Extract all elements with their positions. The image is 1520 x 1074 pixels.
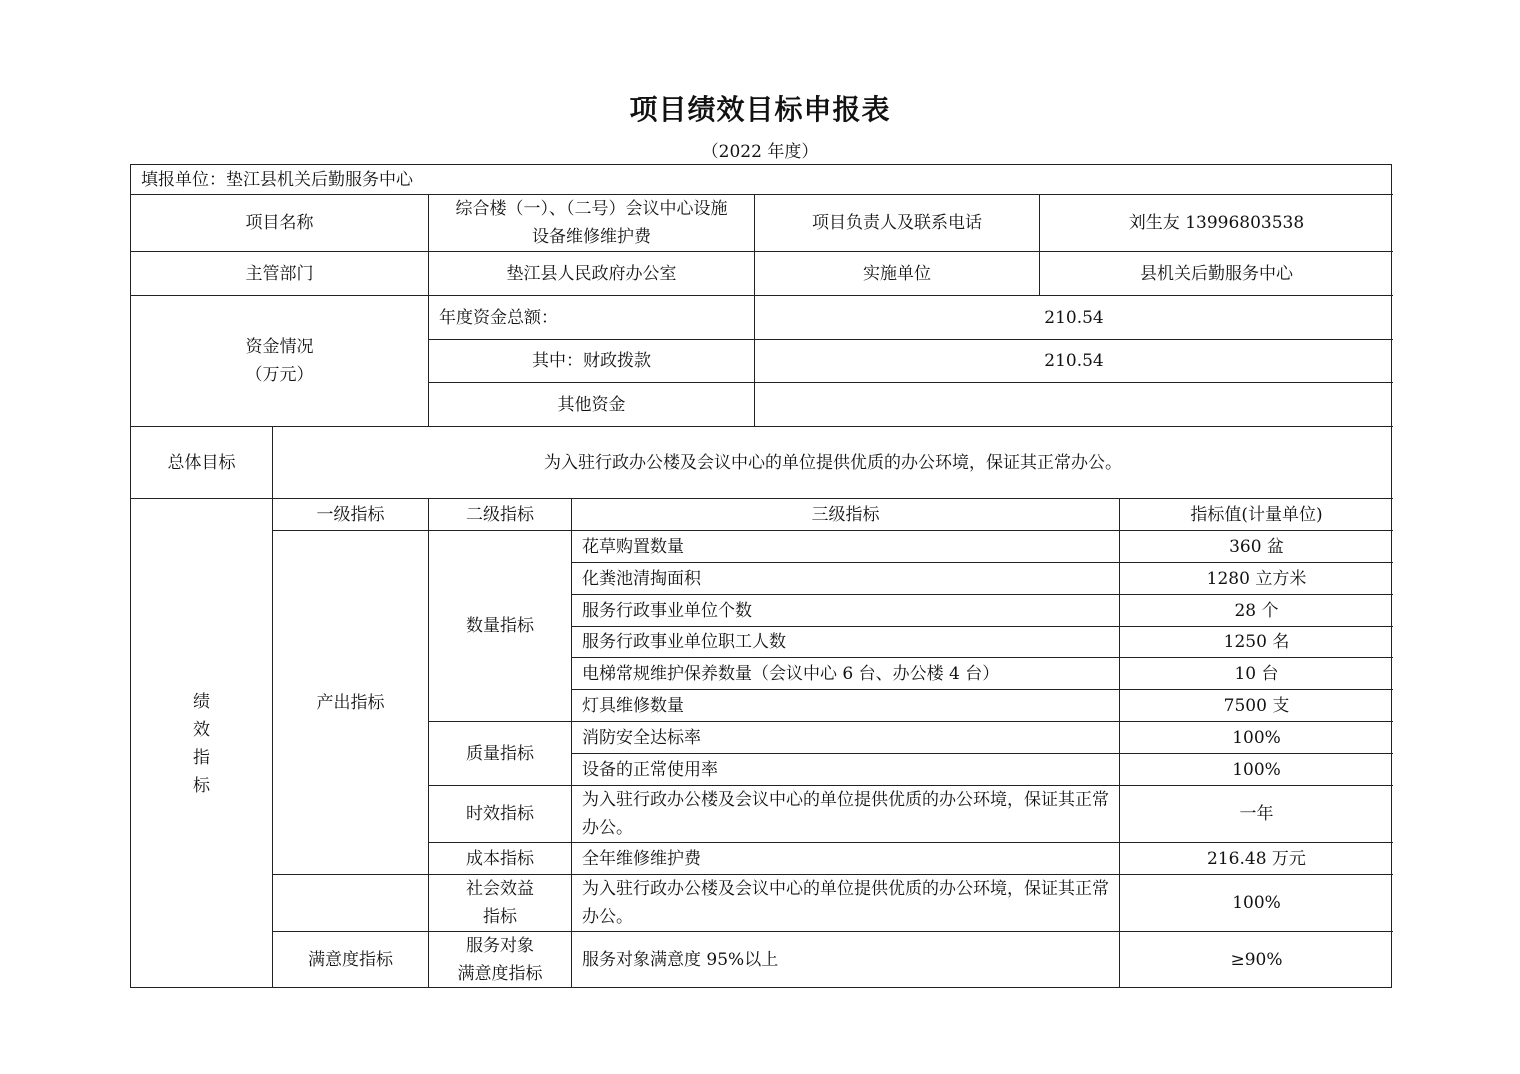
funding-label-line2: （万元）	[245, 365, 314, 385]
funding-label	[131, 296, 429, 427]
indicator-name: 设备的正常使用率	[572, 754, 1120, 786]
goal-label: 总体目标	[131, 427, 273, 499]
service-label-line1: 服务对象	[466, 936, 534, 956]
level2-cost: 成本指标	[429, 843, 572, 875]
header-level1: 一级指标	[273, 499, 429, 531]
indicator-value: 360 盆	[1120, 531, 1393, 563]
indicator-name: 为入驻行政办公楼及会议中心的单位提供优质的办公环境，保证其正常办公。	[572, 786, 1120, 843]
impl-label: 实施单位	[755, 252, 1040, 296]
indicator-name: 电梯常规维护保养数量（会议中心 6 台、办公楼 4 台）	[572, 658, 1120, 690]
section-char: 绩	[193, 691, 210, 712]
indicator-value: 一年	[1120, 786, 1393, 843]
indicator-value: 100%	[1120, 875, 1393, 932]
funding-total-label: 年度资金总额：	[429, 296, 755, 340]
indicator-name: 服务对象满意度 95%以上	[572, 932, 1120, 988]
year-subtitle: （2022 年度）	[701, 142, 819, 162]
service-label-line2: 满意度指标	[457, 964, 543, 984]
funding-other-label: 其他资金	[429, 383, 755, 427]
header-level2: 二级指标	[429, 499, 572, 531]
goal-text: 为入驻行政办公楼及会议中心的单位提供优质的办公环境，保证其正常办公。	[273, 427, 1393, 499]
level1-satisfaction: 满意度指标	[273, 932, 429, 988]
project-name-value: 综合楼（一）、（二号）会议中心设施设备维修维护费	[429, 195, 755, 252]
performance-table	[130, 164, 1392, 988]
dept-label: 主管部门	[131, 252, 429, 296]
indicator-name: 花草购置数量	[572, 531, 1120, 563]
project-owner-label: 项目负责人及联系电话	[755, 195, 1040, 252]
project-name-label: 项目名称	[131, 195, 429, 252]
indicator-value: 216.48 万元	[1120, 843, 1393, 875]
level2-quality: 质量指标	[429, 722, 572, 786]
indicator-name: 服务行政事业单位职工人数	[572, 627, 1120, 658]
header-level3: 三级指标	[572, 499, 1120, 531]
indicator-value: 1280 立方米	[1120, 563, 1393, 595]
level1-blank	[273, 875, 429, 932]
project-owner-value: 刘生友 13996803538	[1040, 195, 1393, 252]
social-label-line1: 社会效益	[466, 879, 534, 899]
indicator-name: 化粪池清掏面积	[572, 563, 1120, 595]
level2-timeliness: 时效指标	[429, 786, 572, 843]
indicator-value: 100%	[1120, 754, 1393, 786]
section-char: 标	[193, 775, 210, 796]
indicator-name: 为入驻行政办公楼及会议中心的单位提供优质的办公环境，保证其正常办公。	[572, 875, 1120, 932]
funding-fiscal-label: 其中：财政拨款	[429, 340, 755, 383]
reporting-unit: 填报单位：垫江县机关后勤服务中心	[131, 165, 1393, 195]
funding-total-value: 210.54	[755, 296, 1393, 340]
funding-other-value	[755, 383, 1393, 427]
level2-social	[429, 875, 572, 932]
dept-value: 垫江县人民政府办公室	[429, 252, 755, 296]
level2-service	[429, 932, 572, 988]
indicator-value: 7500 支	[1120, 690, 1393, 722]
level1-output: 产出指标	[273, 531, 429, 875]
social-label-line2: 指标	[483, 907, 517, 927]
funding-fiscal-value: 210.54	[755, 340, 1393, 383]
section-char: 指	[193, 747, 210, 768]
indicator-name: 全年维修维护费	[572, 843, 1120, 875]
indicator-name: 消防安全达标率	[572, 722, 1120, 754]
impl-value: 县机关后勤服务中心	[1040, 252, 1393, 296]
indicator-name: 灯具维修数量	[572, 690, 1120, 722]
level2-quantity: 数量指标	[429, 531, 572, 722]
indicator-value: 1250 名	[1120, 627, 1393, 658]
funding-label-line1: 资金情况	[245, 337, 314, 357]
indicator-value: 28 个	[1120, 595, 1393, 627]
indicator-name: 服务行政事业单位个数	[572, 595, 1120, 627]
indicator-value: 100%	[1120, 722, 1393, 754]
indicator-value: 10 台	[1120, 658, 1393, 690]
indicators-section-label	[131, 499, 273, 988]
indicator-value: ≥90%	[1230, 950, 1283, 970]
section-char: 效	[193, 719, 210, 740]
header-value: 指标值(计量单位)	[1120, 499, 1393, 531]
page-title: 项目绩效目标申报表	[629, 93, 891, 126]
